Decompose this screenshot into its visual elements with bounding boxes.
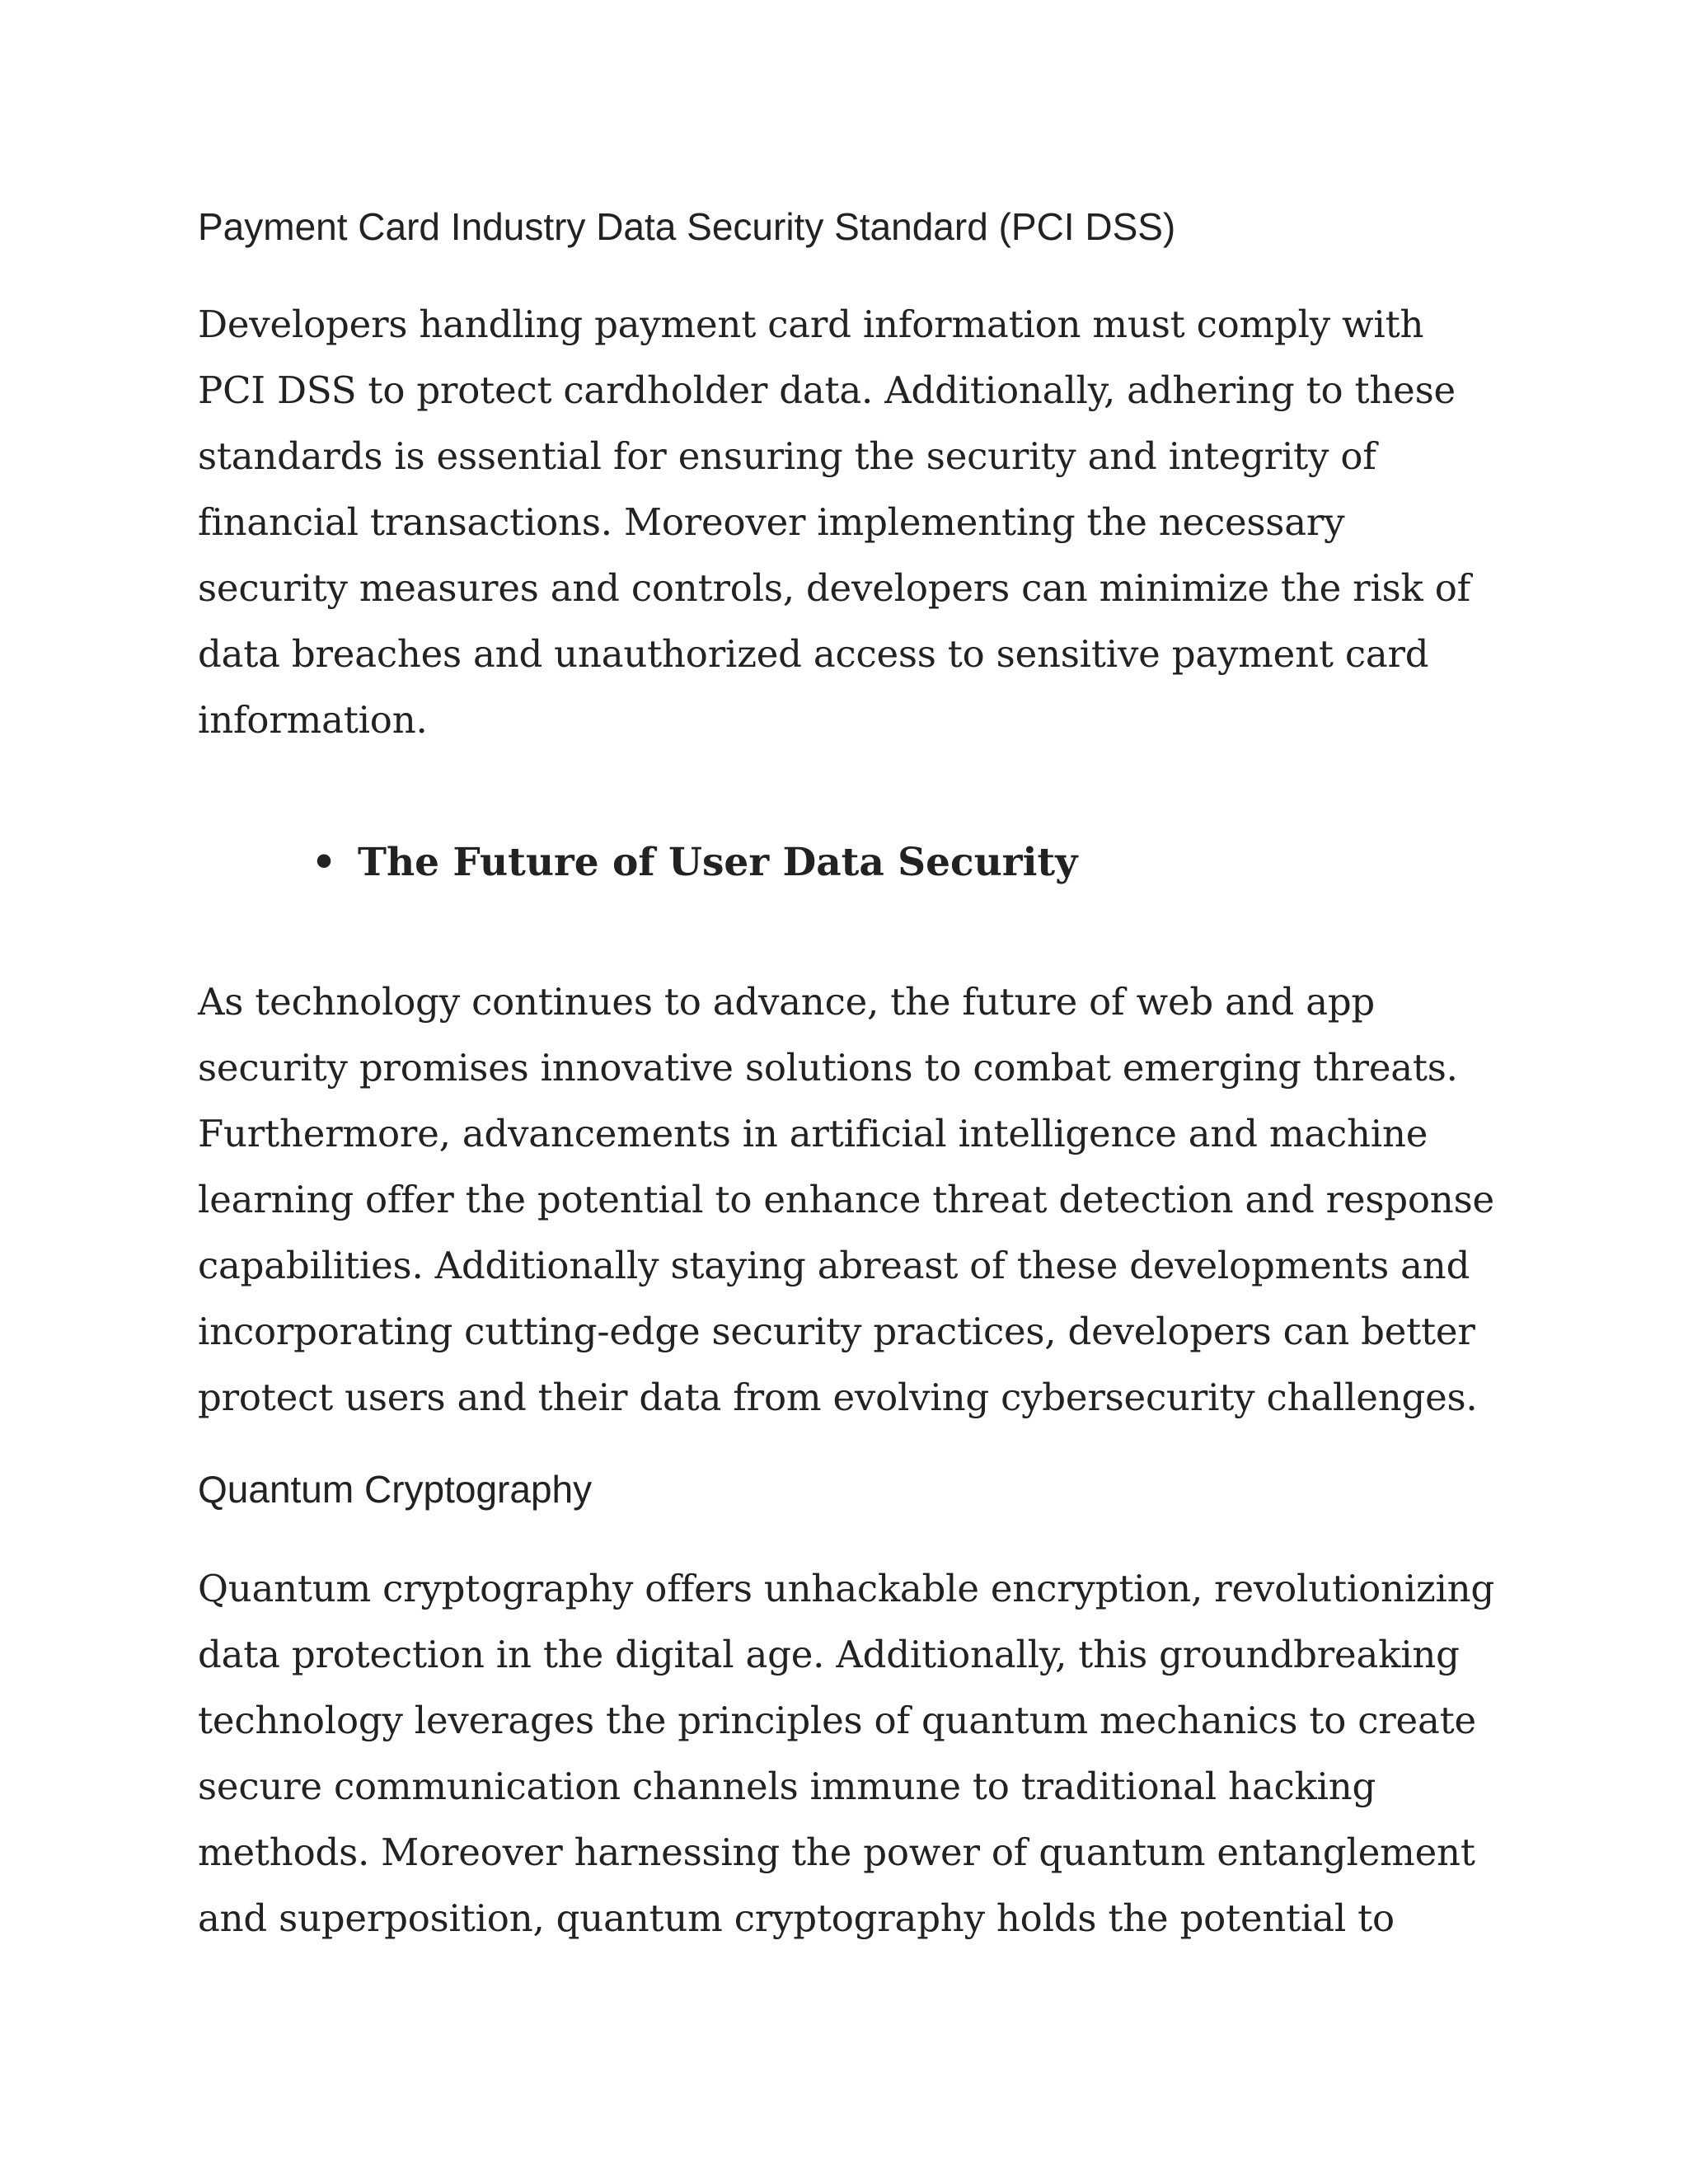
- pci-dss-heading: Payment Card Industry Data Security Standard (PCI DSS): [198, 205, 1176, 248]
- future-bullet-list: [198, 834, 1500, 892]
- pci-dss-paragraph: Developers handling payment card information must comply with PCI DSS to protect cardholder data. Additionally, adhering to these standards is essential for ensuring the security and integrity of financial transactions. Moreover implementing the necessary security measures and controls, developers can minimize the risk of data breaches and unauthorized access to sensitive payment card information.: [198, 302, 1471, 742]
- future-paragraph: As technology continues to advance, the future of web and app security promises innovative solutions to combat emerging threats. Furthermore, advancements in artificial intelligence and machine learning offer the potential to enhance threat detection and response capabilities. Additionally staying abreast of these developments and incorporating cutting-edge security practices, developers can better protect users and their data from evolving cybersecurity challenges.: [198, 980, 1494, 1419]
- future-bullet-item: [198, 834, 1500, 892]
- quantum-paragraph: Quantum cryptography offers unhackable encryption, revolutionizing data protection in the digital age. Additionally, this groundbreaking technology leverages the principles of quantum mechanics to create secure communication channels immune to traditional hacking methods. Moreover harnessing the power of quantum entanglement and superposition, quantum cryptography holds the potential to: [198, 1567, 1495, 1940]
- quantum-heading: Quantum Cryptography: [198, 1468, 593, 1511]
- document-content: [198, 198, 1500, 1952]
- bullet-icon: •: [312, 840, 337, 885]
- future-heading: The Future of User Data Security: [358, 840, 1078, 885]
